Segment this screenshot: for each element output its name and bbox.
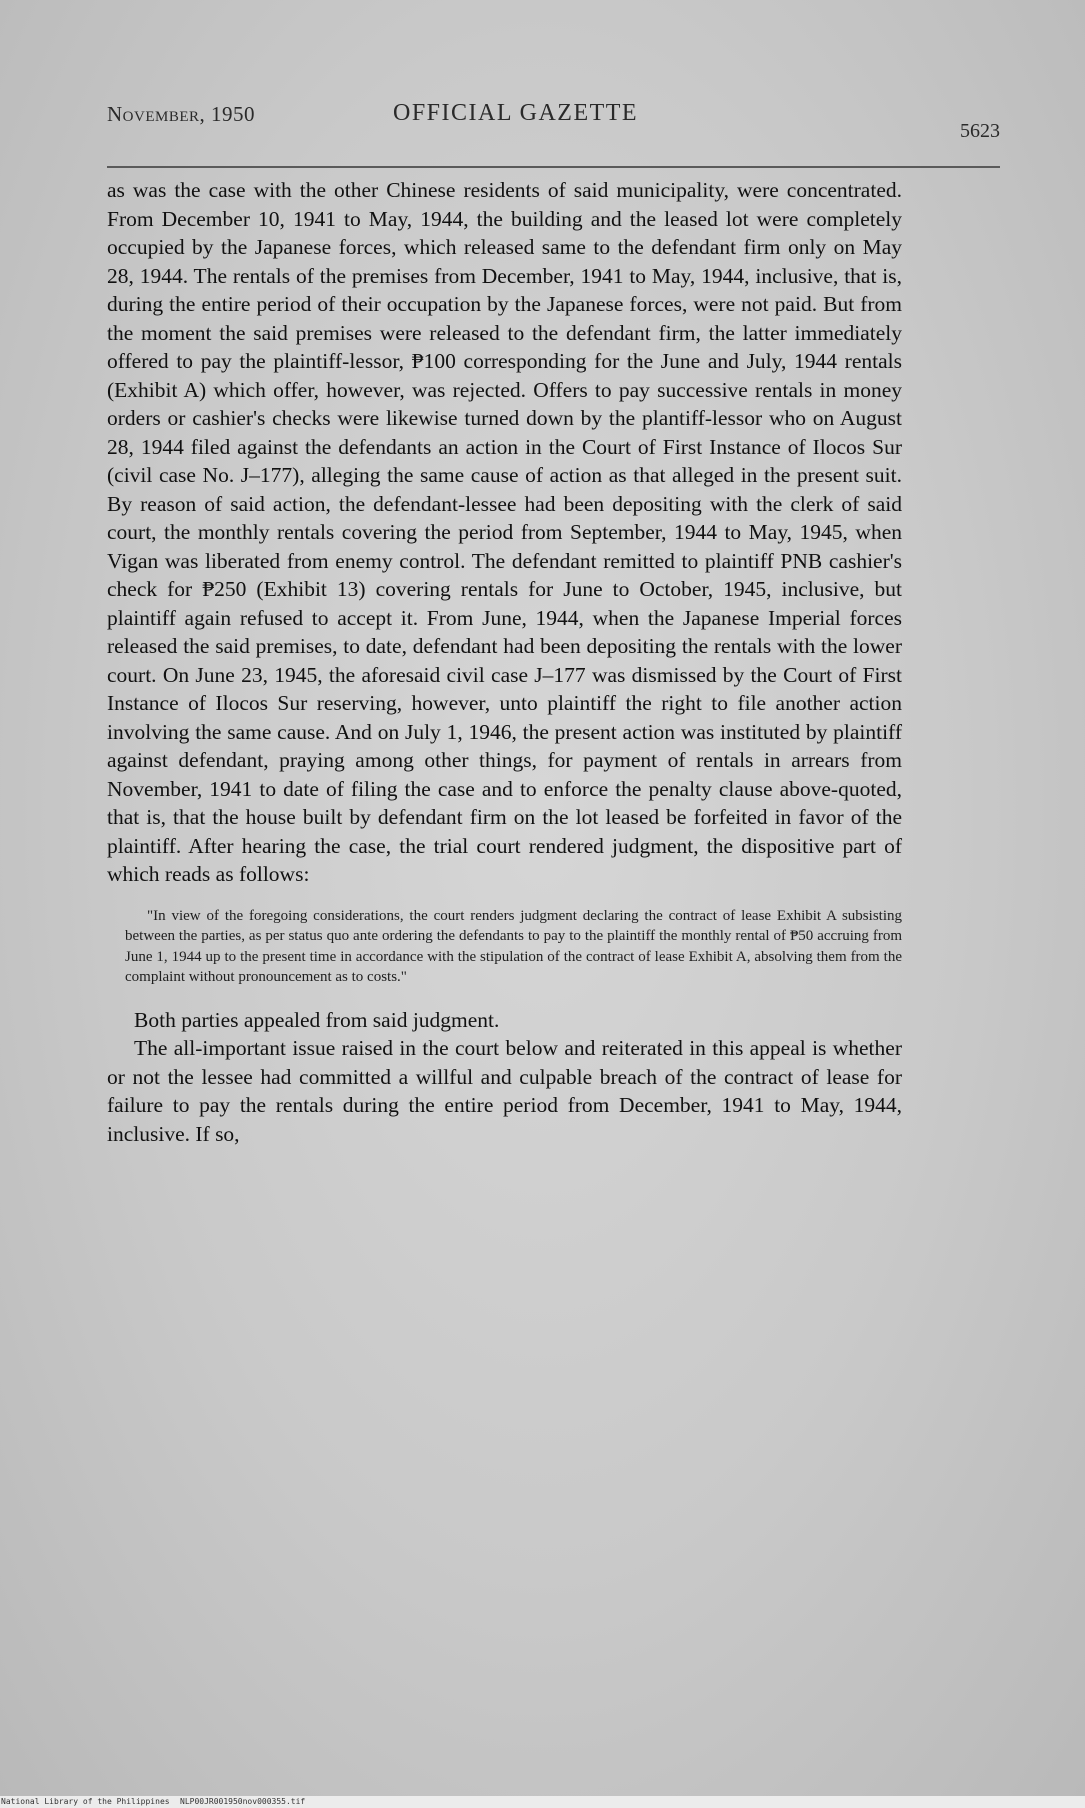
page-body — [107, 176, 902, 1148]
header-page-number: 5623 — [960, 120, 1000, 142]
page-header — [107, 98, 1000, 140]
paragraph-appeal: Both parties appealed from said judgment. — [134, 1007, 500, 1032]
header-date: November, 1950 — [107, 102, 256, 126]
header-journal-title: OFFICIAL GAZETTE — [393, 100, 639, 126]
paragraph-issue: The all-important issue raised in the court below and reiterated in this appeal is whether or not the lessee had committed a willful and culpable breach of the contract of lease for failure to pay the rentals during the entire period from December, 1941 to May, 1944, inclusive. If so, — [107, 1036, 902, 1146]
paragraph-continuation: as was the case with the other Chinese residents of said municipality, were concentrated. From December 10, 1941 to May, 1944, the building and the leased lot were completely occupied by the Japanese forces, which released same to the defendant firm only on May 28, 1944. The rentals of the premises from December, 1941 to May, 1944, inclusive, that is, during the entire period of their occupation by the Japanese forces, were not paid. But from the moment the said premises were released to the defendant firm, the latter immediately offered to pay the plaintiff-lessor, ₱100 corresponding for the June and July, 1944 rentals (Exhibit A) which offer, however, was rejected. Offers to pay successive rentals in money orders or cashier's checks were likewise turned down by the plantiff-lessor who on August 28, 1944 filed against the defendants an action in the Court of First Instance of Ilocos Sur (civil case No. J–177), alleging the same cause of action as that alleged in the present suit. By reason of said action, the defendant-lessee had been depositing with the clerk of said court, the monthly rentals covering the period from September, 1944 to May, 1945, when Vigan was liberated from enemy control. The defendant remitted to plaintiff PNB cashier's check for ₱250 (Exhibit 13) covering rentals for June to October, 1945, inclusive, but plaintiff again refused to accept it. From June, 1944, when the Japanese Imperial forces released the said premises, to date, defendant had been depositing the rentals with the lower court. On June 23, 1945, the aforesaid civil case J–177 was dismissed by the Court of First Instance of Ilocos Sur reserving, however, unto plaintiff the right to file another action involving the same cause. And on July 1, 1946, the present action was instituted by plaintiff against defendant, praying among other things, for payment of rentals in arrears from November, 1941 to date of filing the case and to enforce the penalty clause above-quoted, that is, that the house built by defendant firm on the lot leased be forfeited in favor of the plaintiff. After hearing the case, the trial court rendered judgment, the dispositive part of which reads as follows: — [107, 178, 902, 886]
scan-library-label: National Library of the Philippines — [1, 1797, 170, 1806]
quoted-judgment: "In view of the foregoing considerations, the court renders judgment declaring the contract of lease Exhibit A subsisting between the parties, as per status quo ante ordering the defendants to pay to the plaintiff the monthly rental of ₱50 accruing from June 1, 1944 up to the present time in accordance with the stipulation of the contract of lease Exhibit A, absolving them from the complaint without pronouncement as to costs." — [125, 907, 902, 985]
scan-footer — [0, 1796, 1085, 1808]
scan-filename: NLP00JR001950nov000355.tif — [180, 1797, 306, 1806]
header-rule — [107, 166, 1000, 168]
